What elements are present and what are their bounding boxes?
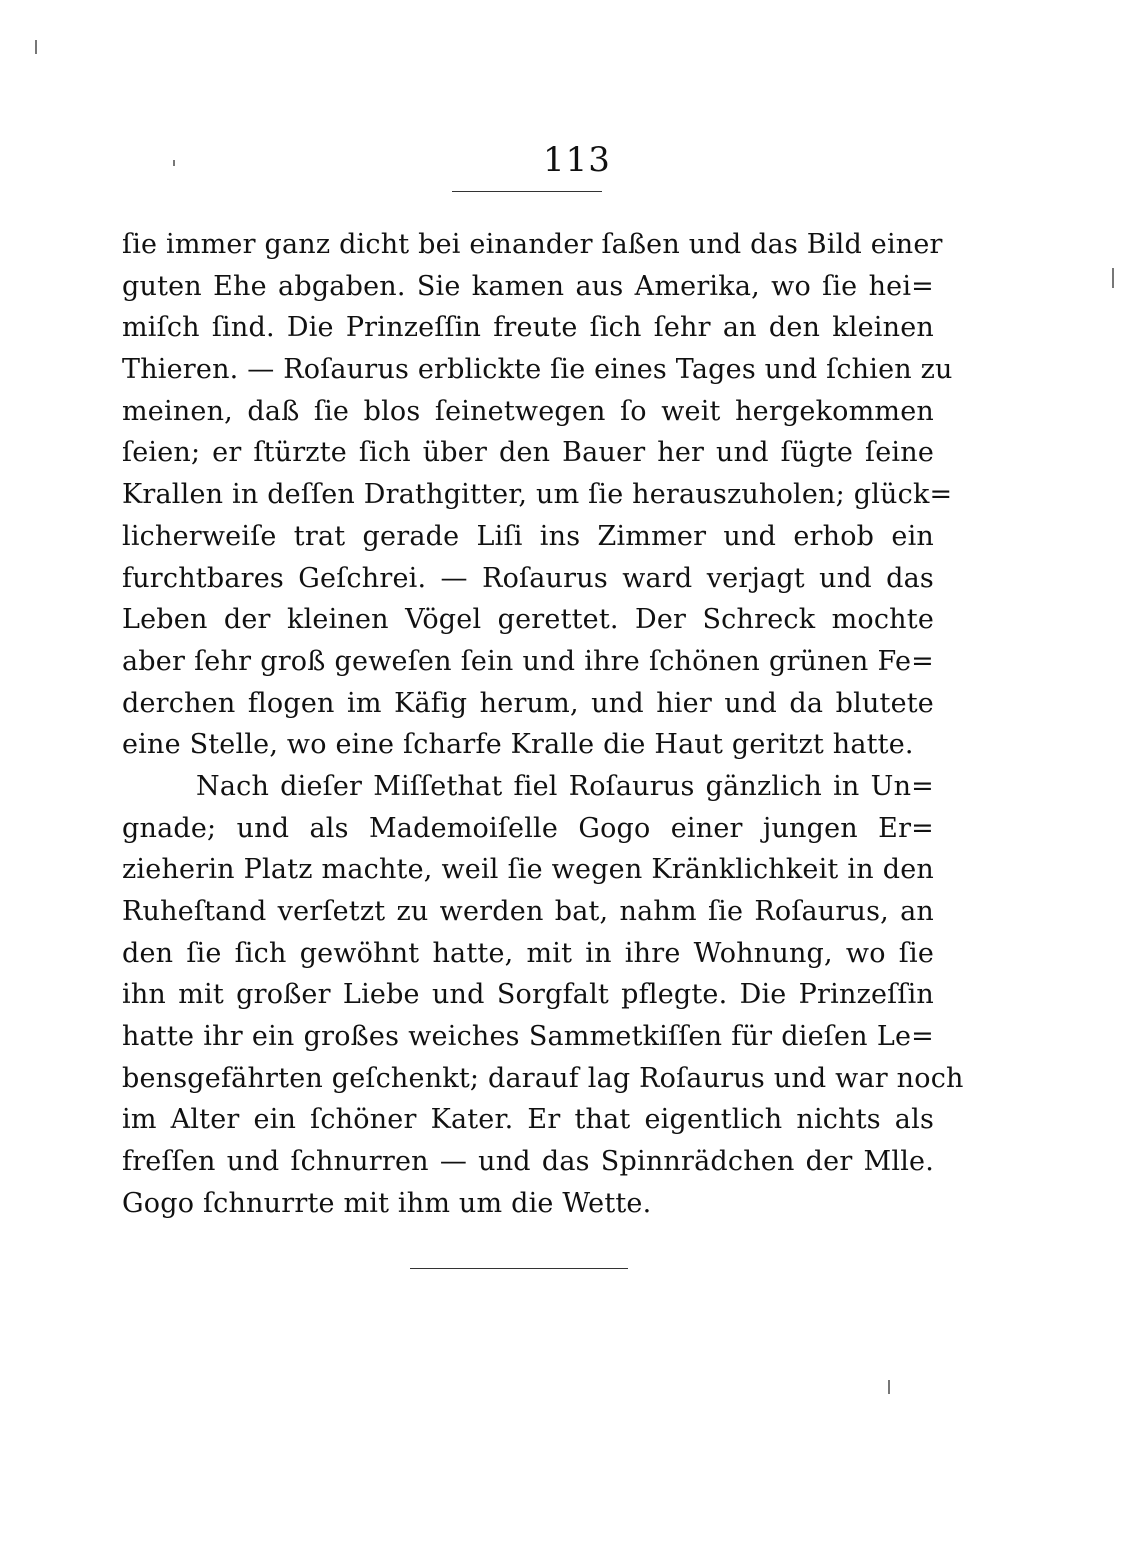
header-rule	[452, 191, 602, 192]
text-line: Gogo ſchnurrte mit ihm um die Wette.	[122, 1187, 652, 1219]
text-line: im Alter ein ſchöner Kater. Er that eigentlich nichts als	[122, 1104, 934, 1136]
text-line: eine Stelle, wo eine ſcharfe Kralle die Haut geritzt hatte.	[122, 729, 914, 761]
text-line: freſſen und ſchnurren — und das Spinnrädchen der Mlle.	[122, 1146, 934, 1178]
text-line: derchen flogen im Käfig herum, und hier und da blutete	[122, 687, 934, 719]
body-text	[122, 224, 964, 1225]
paragraph	[122, 766, 964, 1225]
paragraph	[122, 224, 953, 766]
text-line: aber ſehr groß geweſen ſein und ihre ſchönen grünen Fe=	[122, 645, 934, 677]
scan-speck	[173, 160, 175, 166]
text-line: miſch ſind. Die Prinzeſſin freute ſich ſehr an den kleinen	[122, 312, 934, 344]
text-line: Leben der kleinen Vögel gerettet. Der Schreck mochte	[122, 604, 934, 636]
end-rule	[410, 1268, 628, 1269]
text-line: ſie immer ganz dicht bei einander ſaßen und das Bild einer	[122, 229, 943, 260]
scan-speck	[35, 40, 37, 54]
text-line: gnade; und als Mademoiſelle Gogo einer jungen Er=	[122, 812, 934, 844]
text-line: hatte ihr ein großes weiches Sammetkiſſen für dieſen Le=	[122, 1021, 934, 1053]
page-number: 113	[543, 140, 611, 180]
scan-speck	[1112, 268, 1114, 288]
text-line: Nach dieſer Miſſethat fiel Roſaurus gänzlich in Un=	[196, 770, 934, 802]
text-line: Krallen in deſſen Drathgitter, um ſie herauszuholen; glück=	[122, 479, 953, 511]
text-line: den ſie ſich gewöhnt hatte, mit in ihre Wohnung, wo ſie	[122, 937, 934, 969]
text-line: ſeien; er ſtürzte ſich über den Bauer her und ſügte ſeine	[122, 437, 934, 469]
text-line: licherweiſe trat gerade Liſi ins Zimmer und erhob ein	[122, 520, 934, 552]
text-line: zieherin Platz machte, weil ſie wegen Kränklichkeit in den	[122, 854, 934, 886]
text-line: bensgefährten geſchenkt; darauf lag Roſaurus und war noch	[122, 1062, 964, 1094]
scan-speck	[888, 1380, 890, 1394]
text-line: Thieren. — Roſaurus erblickte ſie eines Tages und ſchien zu	[122, 354, 953, 386]
text-line: Ruheſtand verſetzt zu werden bat, nahm ſie Roſaurus, an	[122, 896, 934, 927]
text-line: meinen, daß ſie blos ſeinetwegen ſo weit hergekommen	[122, 395, 934, 427]
text-line: ihn mit großer Liebe und Sorgfalt pflegte. Die Prinzeſſin	[122, 979, 934, 1011]
text-line: guten Ehe abgaben. Sie kamen aus Amerika, wo ſie hei=	[122, 270, 934, 302]
text-line: furchtbares Geſchrei. — Roſaurus ward verjagt und das	[122, 562, 934, 594]
